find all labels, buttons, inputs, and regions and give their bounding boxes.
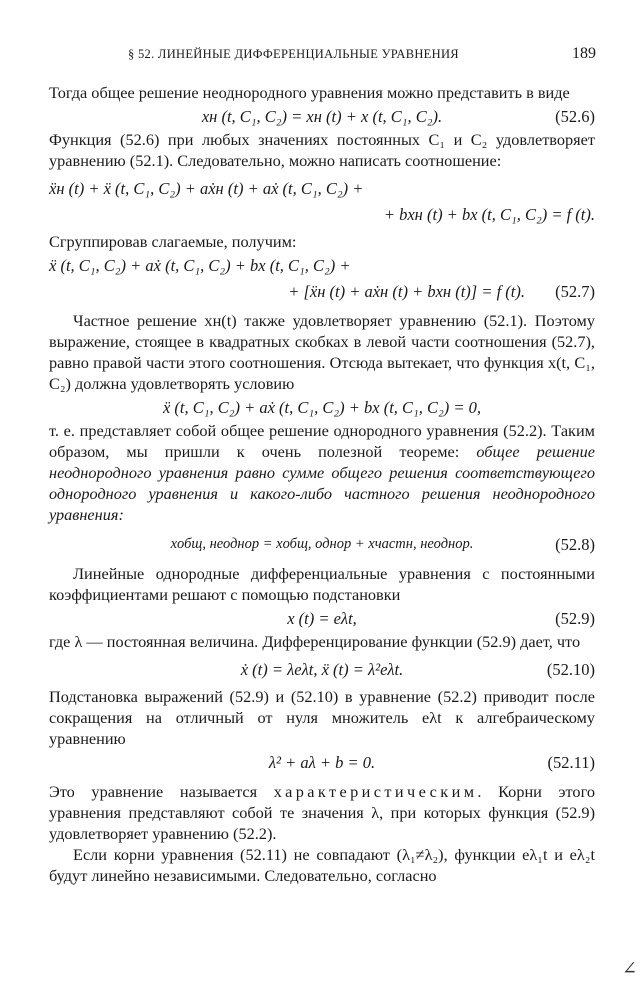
theorem-lead: т. е. представляет собой общее решение однородного уравнения (52.2). Таким образом, мы пришли к очень полезной теореме:	[49, 421, 595, 461]
equation-expression: ẍ (t, C₁, C₂) + aẋ (t, C₁, C₂) + bx (t, C₁, C₂) = 0,	[162, 398, 482, 417]
paragraph-algebraic: Подстановка выражений (52.9) и (52.10) в уравнение (52.2) приводит после сокращения на отличный от нуля множитель eλt к алгебраическому уравнению	[49, 687, 595, 748]
equation-52-11	[49, 749, 595, 775]
equation-number: (52.10)	[546, 660, 595, 679]
equation-expression: ẍн (t) + ẍ (t, C₁, C₂) + aẋн (t) + aẋ (t, C₁, C₂) +	[49, 179, 364, 198]
equation-number: (52.11)	[547, 753, 595, 772]
paragraph-intro: Тогда общее решение неоднородного уравнения можно представить в виде	[49, 83, 570, 102]
equation-expression: + [ẍн (t) + aẋн (t) + bxн (t)] = f (t).	[288, 282, 525, 301]
paragraph-particular-solution: Частное решение xн(t) также удовлетворяет уравнению (52.1). Поэтому выражение, стоящее в квадратных скобках в левой части соотношения (52.7), равно правой части этого соотношения. Отсюда вытекает, что функция x(t, C₁, C₂) должна удовлетворять условию	[49, 311, 595, 393]
equation-sum-line-2	[49, 201, 595, 227]
equation-52-10	[49, 656, 595, 682]
equation-expression: xн (t, C₁, C₂) = xн (t) + x (t, C₁, C₂).	[201, 107, 443, 126]
paragraph-characteristic	[49, 781, 595, 844]
running-header	[48, 44, 596, 66]
equation-number: (52.9)	[555, 609, 595, 628]
equation-expression: ẍ (t, C₁, C₂) + aẋ (t, C₁, C₂) + bx (t, C₁, C₂) +	[49, 256, 351, 275]
equation-expression: λ² + aλ + b = 0.	[268, 753, 376, 772]
page-body	[49, 82, 595, 886]
equation-52-7-line-2	[49, 278, 595, 304]
section-title: § 52. ЛИНЕЙНЫЕ ДИФФЕРЕНЦИАЛЬНЫЕ УРАВНЕНИЯ	[128, 47, 459, 61]
equation-52-6	[49, 103, 595, 129]
characteristic-term: характеристическим	[273, 782, 478, 801]
theorem-statement: общее решение неоднородного уравнения равно сумме общего решения соответствующего однородного уравнения и какого-либо частного решения неоднородного уравнения:	[49, 442, 595, 524]
equation-52-9	[49, 605, 595, 631]
page-number: 189	[572, 45, 596, 62]
equation-homogeneous	[49, 394, 595, 420]
equation-52-8	[49, 531, 595, 557]
equation-52-7-line-1	[49, 252, 595, 278]
characteristic-tail: . Корни этого уравнения представляют собой те значения λ, при которых функция (52.9) удовлетворяет уравнению (52.2).	[49, 782, 595, 843]
paragraph-lambda: где λ — постоянная величина. Дифференцирование функции (52.9) дает, что	[49, 632, 581, 651]
paragraph-distinct-roots: Если корни уравнения (52.11) не совпадают (λ₁≠λ₂), функции eλ₁t и eλ₂t будут линейно независимыми. Следовательно, согласно	[49, 845, 595, 885]
paragraph-substitution: Линейные однородные дифференциальные уравнения с постоянными коэффициентами решают с помощью подстановки	[49, 564, 595, 604]
paragraph-function: Функция (52.6) при любых значениях постоянных C₁ и C₂ удовлетворяет уравнению (52.1). Следовательно, можно написать соотношение:	[49, 130, 595, 170]
equation-expression: x (t) = eλt,	[287, 609, 357, 628]
equation-expression: xобщ, неоднор = xобщ, однор + xчастн, неоднор.	[170, 536, 474, 552]
paragraph-theorem	[49, 420, 595, 525]
characteristic-lead: Это уравнение называется	[49, 782, 274, 801]
equation-sum-line-1	[49, 175, 595, 201]
equation-number: (52.6)	[555, 107, 595, 126]
equation-number: (52.7)	[555, 282, 595, 301]
equation-expression: + bxн (t) + bx (t, C₁, C₂) = f (t).	[383, 205, 595, 224]
paragraph-grouping: Сгруппировав слагаемые, получим:	[49, 232, 297, 251]
equation-expression: ẋ (t) = λeλt, ẍ (t) = λ²eλt.	[240, 660, 404, 679]
equation-number: (52.8)	[555, 535, 595, 554]
margin-mark: ∠	[622, 958, 638, 978]
